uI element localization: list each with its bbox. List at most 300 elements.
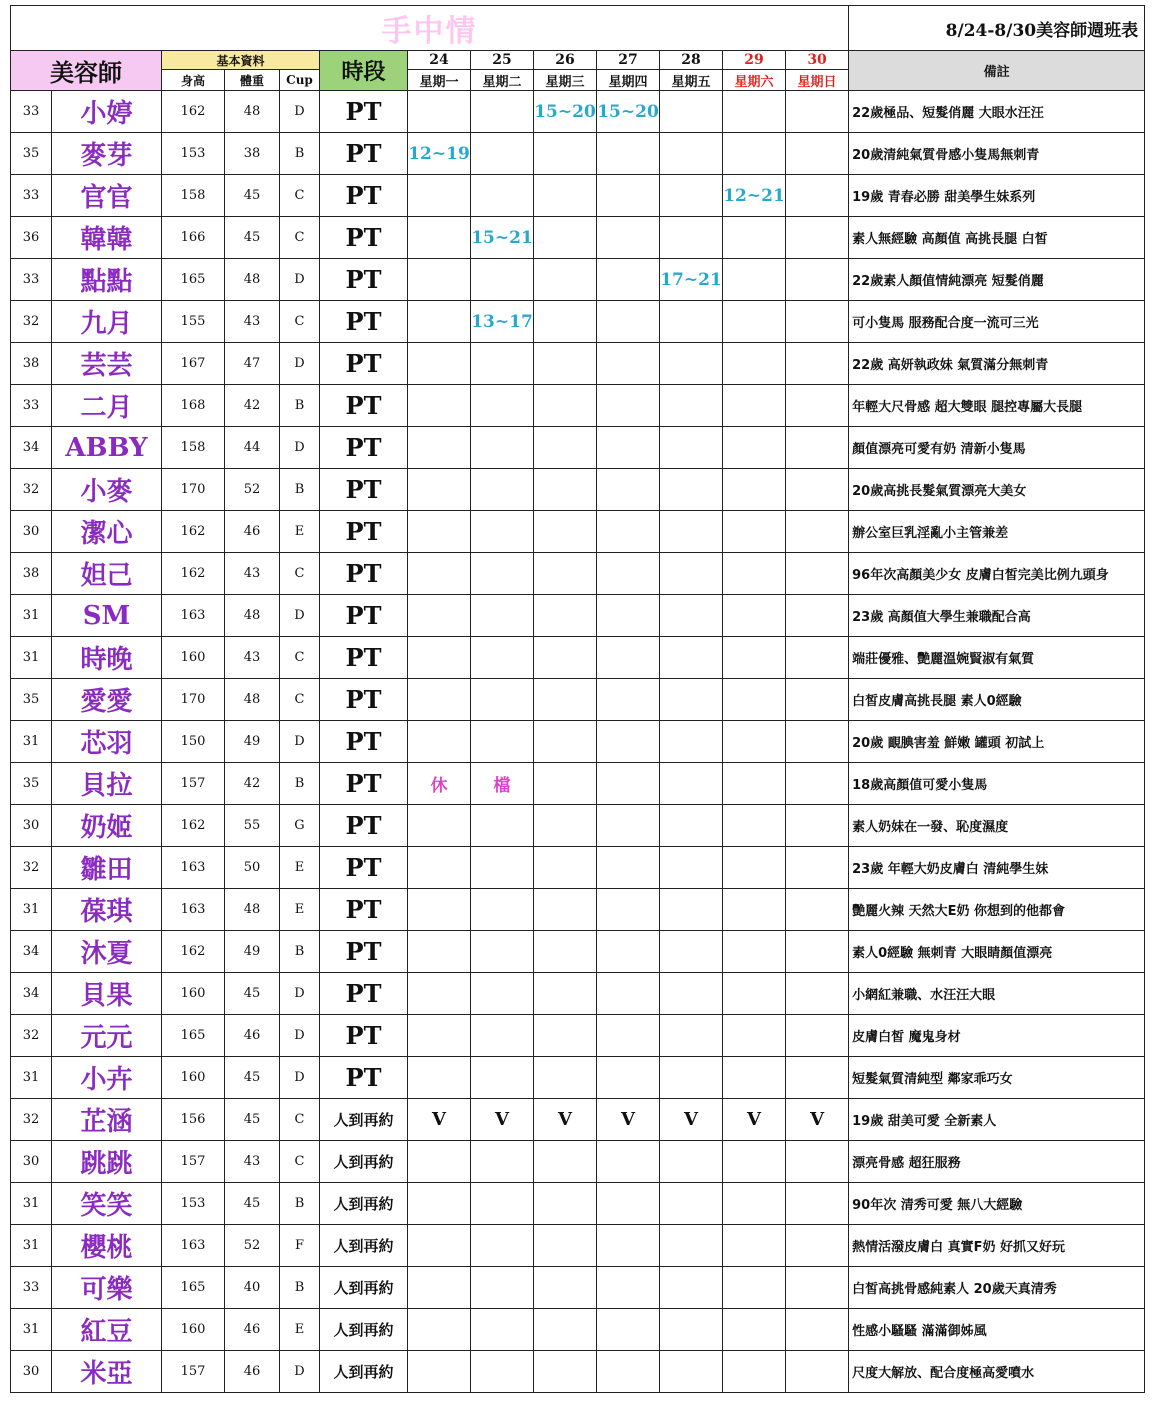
cup-cell: C	[280, 637, 320, 679]
age-cell: 32	[11, 1015, 52, 1057]
schedule-cell	[471, 679, 534, 721]
beautician-name: 官官	[52, 175, 162, 217]
schedule-cell	[597, 721, 660, 763]
schedule-cell	[597, 847, 660, 889]
period-cell: PT	[320, 1015, 408, 1057]
schedule-cell	[597, 1225, 660, 1267]
schedule-cell	[723, 1267, 786, 1309]
schedule-cell: 12~21	[723, 175, 786, 217]
schedule-cell	[660, 931, 723, 973]
age-cell: 33	[11, 1267, 52, 1309]
beautician-name: 小麥	[52, 469, 162, 511]
table-row	[11, 1141, 1145, 1183]
schedule-cell	[408, 1309, 471, 1351]
period-cell: 人到再約	[320, 1099, 408, 1141]
schedule-cell	[597, 469, 660, 511]
schedule-cell	[660, 721, 723, 763]
table-row	[11, 91, 1145, 133]
table-row	[11, 847, 1145, 889]
schedule-cell	[408, 1057, 471, 1099]
age-cell: 33	[11, 385, 52, 427]
age-cell: 38	[11, 553, 52, 595]
schedule-cell	[786, 1057, 849, 1099]
height-cell: 162	[162, 511, 225, 553]
cup-cell: D	[280, 259, 320, 301]
schedule-cell	[408, 343, 471, 385]
schedule-cell	[534, 1267, 597, 1309]
note-cell: 素人0經驗 無刺青 大眼睛顏值漂亮	[849, 931, 1145, 973]
table-row	[11, 805, 1145, 847]
age-cell: 31	[11, 595, 52, 637]
schedule-cell	[786, 973, 849, 1015]
beautician-name: 九月	[52, 301, 162, 343]
period-cell: PT	[320, 931, 408, 973]
weight-cell: 46	[225, 1351, 280, 1393]
schedule-cell	[786, 889, 849, 931]
beautician-name: SM	[52, 595, 162, 637]
schedule-cell: 15~20	[534, 91, 597, 133]
age-cell: 35	[11, 133, 52, 175]
schedule-cell	[597, 595, 660, 637]
schedule-cell	[597, 1015, 660, 1057]
note-cell: 18歲高顏值可愛小隻馬	[849, 763, 1145, 805]
weight-cell: 48	[225, 595, 280, 637]
schedule-cell	[534, 595, 597, 637]
schedule-cell	[534, 1183, 597, 1225]
schedule-cell	[597, 1141, 660, 1183]
schedule-cell	[660, 595, 723, 637]
note-cell: 艷麗火辣 天然大E奶 你想到的他都會	[849, 889, 1145, 931]
schedule-cell	[786, 469, 849, 511]
schedule-cell	[534, 1225, 597, 1267]
schedule-cell	[786, 637, 849, 679]
age-cell: 32	[11, 469, 52, 511]
beautician-name: 愛愛	[52, 679, 162, 721]
schedule-cell	[723, 553, 786, 595]
schedule-cell	[471, 1309, 534, 1351]
weight-cell: 45	[225, 217, 280, 259]
beautician-name: 二月	[52, 385, 162, 427]
schedule-cell	[471, 1057, 534, 1099]
cup-cell: B	[280, 469, 320, 511]
schedule-cell	[471, 427, 534, 469]
age-cell: 33	[11, 175, 52, 217]
schedule-cell	[786, 931, 849, 973]
schedule-cell	[534, 511, 597, 553]
weight-cell: 48	[225, 91, 280, 133]
schedule-cell: V	[471, 1099, 534, 1141]
schedule-cell	[471, 259, 534, 301]
schedule-cell	[471, 133, 534, 175]
schedule-cell	[660, 637, 723, 679]
schedule-cell	[408, 805, 471, 847]
cup-cell: D	[280, 427, 320, 469]
note-cell: 20歲 靦腆害羞 鮮嫩 罐頭 初試上	[849, 721, 1145, 763]
weight-cell: 43	[225, 301, 280, 343]
schedule-cell	[534, 133, 597, 175]
schedule-cell	[660, 469, 723, 511]
schedule-cell	[786, 343, 849, 385]
schedule-cell: V	[723, 1099, 786, 1141]
cup-cell: C	[280, 1099, 320, 1141]
weight-cell: 43	[225, 1141, 280, 1183]
age-cell: 31	[11, 721, 52, 763]
height-cell: 165	[162, 1015, 225, 1057]
schedule-cell	[597, 553, 660, 595]
note-cell: 白皙皮膚高挑長腿 素人0經驗	[849, 679, 1145, 721]
schedule-cell	[723, 217, 786, 259]
header-day-number: 26	[534, 51, 597, 70]
schedule-cell	[471, 973, 534, 1015]
schedule-cell	[408, 637, 471, 679]
schedule-cell	[534, 679, 597, 721]
schedule-cell	[597, 1309, 660, 1351]
beautician-name: 潔心	[52, 511, 162, 553]
schedule-cell: V	[597, 1099, 660, 1141]
schedule-cell: V	[660, 1099, 723, 1141]
note-cell: 辦公室巨乳淫亂小主管兼差	[849, 511, 1145, 553]
beautician-name: 小婷	[52, 91, 162, 133]
header-weight: 體重	[225, 70, 280, 91]
table-row	[11, 1015, 1145, 1057]
schedule-table	[10, 5, 1145, 1393]
schedule-cell	[408, 427, 471, 469]
schedule-cell	[408, 1267, 471, 1309]
schedule-cell	[723, 511, 786, 553]
beautician-name: 葆琪	[52, 889, 162, 931]
age-cell: 38	[11, 343, 52, 385]
height-cell: 160	[162, 637, 225, 679]
weight-cell: 45	[225, 1099, 280, 1141]
note-cell: 性感小騷騷 滿滿御姊風	[849, 1309, 1145, 1351]
height-cell: 163	[162, 1225, 225, 1267]
schedule-cell	[660, 847, 723, 889]
schedule-cell	[471, 385, 534, 427]
schedule-cell	[534, 763, 597, 805]
age-cell: 32	[11, 301, 52, 343]
note-cell: 19歲 甜美可愛 全新素人	[849, 1099, 1145, 1141]
note-cell: 22歲素人顏值情純漂亮 短髮俏麗	[849, 259, 1145, 301]
cup-cell: D	[280, 973, 320, 1015]
period-cell: PT	[320, 511, 408, 553]
beautician-name: 芸芸	[52, 343, 162, 385]
schedule-cell	[786, 1183, 849, 1225]
schedule-sheet	[10, 5, 1144, 1393]
height-cell: 165	[162, 1267, 225, 1309]
period-cell: PT	[320, 805, 408, 847]
header-day-number: 25	[471, 51, 534, 70]
age-cell: 34	[11, 931, 52, 973]
beautician-name: 貝拉	[52, 763, 162, 805]
age-cell: 31	[11, 637, 52, 679]
weight-cell: 46	[225, 1309, 280, 1351]
schedule-cell	[660, 1015, 723, 1057]
cup-cell: B	[280, 1267, 320, 1309]
schedule-cell	[408, 511, 471, 553]
schedule-cell	[723, 427, 786, 469]
weight-cell: 44	[225, 427, 280, 469]
schedule-cell	[408, 1225, 471, 1267]
schedule-cell	[597, 259, 660, 301]
schedule-cell	[471, 1183, 534, 1225]
schedule-cell	[597, 1057, 660, 1099]
period-cell: PT	[320, 595, 408, 637]
weight-cell: 45	[225, 1057, 280, 1099]
beautician-name: 奶姬	[52, 805, 162, 847]
height-cell: 160	[162, 1309, 225, 1351]
table-row	[11, 973, 1145, 1015]
schedule-cell	[597, 301, 660, 343]
height-cell: 157	[162, 1141, 225, 1183]
header-basic-info: 基本資料	[162, 51, 320, 70]
schedule-cell: 12~19	[408, 133, 471, 175]
schedule-cell	[723, 595, 786, 637]
table-row	[11, 1057, 1145, 1099]
age-cell: 31	[11, 1309, 52, 1351]
age-cell: 30	[11, 1351, 52, 1393]
schedule-cell	[471, 469, 534, 511]
schedule-cell	[471, 553, 534, 595]
schedule-cell	[786, 511, 849, 553]
schedule-cell: 15~20	[597, 91, 660, 133]
height-cell: 163	[162, 889, 225, 931]
schedule-cell	[534, 301, 597, 343]
schedule-cell	[660, 1141, 723, 1183]
schedule-cell	[534, 469, 597, 511]
schedule-cell	[786, 1225, 849, 1267]
schedule-cell	[597, 1267, 660, 1309]
schedule-cell	[786, 763, 849, 805]
beautician-name: 芯羽	[52, 721, 162, 763]
period-cell: PT	[320, 469, 408, 511]
age-cell: 33	[11, 91, 52, 133]
weight-cell: 52	[225, 469, 280, 511]
period-cell: PT	[320, 763, 408, 805]
table-row	[11, 553, 1145, 595]
cup-cell: B	[280, 133, 320, 175]
cup-cell: B	[280, 1183, 320, 1225]
table-row	[11, 1267, 1145, 1309]
cup-cell: F	[280, 1225, 320, 1267]
note-cell: 年輕大尺骨感 超大雙眼 腿控專屬大長腿	[849, 385, 1145, 427]
cup-cell: D	[280, 1015, 320, 1057]
period-cell: PT	[320, 301, 408, 343]
schedule-cell	[534, 259, 597, 301]
schedule-cell	[471, 805, 534, 847]
age-cell: 34	[11, 973, 52, 1015]
height-cell: 155	[162, 301, 225, 343]
schedule-cell	[660, 301, 723, 343]
cup-cell: E	[280, 1309, 320, 1351]
beautician-name: 櫻桃	[52, 1225, 162, 1267]
beautician-name: 紅豆	[52, 1309, 162, 1351]
weight-cell: 55	[225, 805, 280, 847]
schedule-cell	[534, 805, 597, 847]
age-cell: 35	[11, 679, 52, 721]
height-cell: 156	[162, 1099, 225, 1141]
header-day-name: 星期二	[471, 70, 534, 91]
note-cell: 23歲 年輕大奶皮膚白 清純學生妹	[849, 847, 1145, 889]
schedule-cell	[408, 595, 471, 637]
period-cell: PT	[320, 343, 408, 385]
note-cell: 20歲清純氣質骨感小隻馬無刺青	[849, 133, 1145, 175]
height-cell: 162	[162, 91, 225, 133]
schedule-cell	[471, 1267, 534, 1309]
age-cell: 36	[11, 217, 52, 259]
beautician-name: 貝果	[52, 973, 162, 1015]
schedule-cell	[408, 91, 471, 133]
beautician-name: 元元	[52, 1015, 162, 1057]
schedule-cell	[471, 1015, 534, 1057]
schedule-rows	[11, 91, 1145, 1393]
schedule-cell	[534, 1015, 597, 1057]
schedule-cell	[786, 595, 849, 637]
schedule-cell	[660, 1351, 723, 1393]
schedule-cell	[597, 175, 660, 217]
schedule-cell	[597, 889, 660, 931]
height-cell: 162	[162, 553, 225, 595]
beautician-name: 跳跳	[52, 1141, 162, 1183]
table-row	[11, 1351, 1145, 1393]
header-day-number: 27	[597, 51, 660, 70]
schedule-cell	[597, 1183, 660, 1225]
schedule-cell	[723, 1351, 786, 1393]
schedule-cell	[534, 847, 597, 889]
cup-cell: B	[280, 763, 320, 805]
height-cell: 163	[162, 847, 225, 889]
schedule-cell	[660, 1267, 723, 1309]
header-cup: Cup	[280, 70, 320, 91]
age-cell: 30	[11, 1141, 52, 1183]
height-cell: 162	[162, 805, 225, 847]
weight-cell: 38	[225, 133, 280, 175]
schedule-cell	[597, 343, 660, 385]
schedule-cell	[408, 469, 471, 511]
height-cell: 162	[162, 931, 225, 973]
height-cell: 160	[162, 1057, 225, 1099]
table-row	[11, 763, 1145, 805]
period-cell: PT	[320, 637, 408, 679]
schedule-cell	[723, 1057, 786, 1099]
schedule-cell	[660, 1183, 723, 1225]
schedule-cell	[471, 343, 534, 385]
schedule-cell	[660, 679, 723, 721]
schedule-cell	[723, 679, 786, 721]
weight-cell: 40	[225, 1267, 280, 1309]
beautician-name: 芷涵	[52, 1099, 162, 1141]
age-cell: 35	[11, 763, 52, 805]
period-cell: PT	[320, 973, 408, 1015]
table-row	[11, 1309, 1145, 1351]
schedule-cell: 15~21	[471, 217, 534, 259]
schedule-cell	[408, 553, 471, 595]
table-row	[11, 637, 1145, 679]
note-cell: 96年次高顏美少女 皮膚白皙完美比例九頭身	[849, 553, 1145, 595]
age-cell: 31	[11, 1225, 52, 1267]
weight-cell: 46	[225, 1015, 280, 1057]
period-cell: PT	[320, 175, 408, 217]
note-cell: 23歲 高顏值大學生兼職配合高	[849, 595, 1145, 637]
beautician-name: ABBY	[52, 427, 162, 469]
period-cell: 人到再約	[320, 1267, 408, 1309]
cup-cell: D	[280, 343, 320, 385]
weight-cell: 49	[225, 721, 280, 763]
period-cell: PT	[320, 217, 408, 259]
cup-cell: C	[280, 175, 320, 217]
schedule-cell	[723, 973, 786, 1015]
schedule-cell	[534, 1057, 597, 1099]
schedule-cell	[408, 931, 471, 973]
table-row	[11, 679, 1145, 721]
cup-cell: B	[280, 931, 320, 973]
schedule-cell	[660, 385, 723, 427]
weight-cell: 45	[225, 973, 280, 1015]
header-day-number: 28	[660, 51, 723, 70]
note-cell: 小網紅兼職、水汪汪大眼	[849, 973, 1145, 1015]
schedule-cell	[471, 889, 534, 931]
schedule-cell	[408, 679, 471, 721]
table-row	[11, 469, 1145, 511]
height-cell: 160	[162, 973, 225, 1015]
note-cell: 熱情活潑皮膚白 真實F奶 好抓又好玩	[849, 1225, 1145, 1267]
note-cell: 可小隻馬 服務配合度一流可三光	[849, 301, 1145, 343]
schedule-cell: 13~17	[471, 301, 534, 343]
cup-cell: C	[280, 553, 320, 595]
note-cell: 尺度大解放、配合度極高愛噴水	[849, 1351, 1145, 1393]
weight-cell: 43	[225, 553, 280, 595]
schedule-cell	[597, 133, 660, 175]
period-cell: PT	[320, 133, 408, 175]
schedule-cell	[597, 763, 660, 805]
note-cell: 22歲 高妍執政妹 氣質滿分無刺青	[849, 343, 1145, 385]
schedule-cell	[408, 973, 471, 1015]
weight-cell: 52	[225, 1225, 280, 1267]
cup-cell: E	[280, 511, 320, 553]
schedule-cell	[723, 721, 786, 763]
schedule-cell: 休	[408, 763, 471, 805]
cup-cell: E	[280, 847, 320, 889]
header-day-name: 星期一	[408, 70, 471, 91]
weight-cell: 42	[225, 385, 280, 427]
note-cell: 端莊優雅、艷麗溫婉賢淑有氣質	[849, 637, 1145, 679]
schedule-cell	[660, 511, 723, 553]
cup-cell: B	[280, 385, 320, 427]
header-day-name: 星期六	[723, 70, 786, 91]
note-cell: 22歲極品、短髮俏麗 大眼水汪汪	[849, 91, 1145, 133]
note-cell: 白皙高挑骨感純素人 20歲天真清秀	[849, 1267, 1145, 1309]
period-cell: 人到再約	[320, 1183, 408, 1225]
schedule-cell	[408, 847, 471, 889]
schedule-cell	[723, 637, 786, 679]
height-cell: 153	[162, 133, 225, 175]
schedule-cell	[534, 1309, 597, 1351]
cup-cell: C	[280, 1141, 320, 1183]
table-row	[11, 1099, 1145, 1141]
schedule-cell	[786, 1267, 849, 1309]
schedule-cell: V	[408, 1099, 471, 1141]
beautician-name: 麥芽	[52, 133, 162, 175]
schedule-cell	[597, 931, 660, 973]
height-cell: 158	[162, 175, 225, 217]
schedule-cell	[534, 889, 597, 931]
height-cell: 158	[162, 427, 225, 469]
schedule-cell	[786, 1141, 849, 1183]
table-row	[11, 595, 1145, 637]
schedule-cell: 檔	[471, 763, 534, 805]
note-cell: 素人無經驗 高顏值 高挑長腿 白皙	[849, 217, 1145, 259]
schedule-cell	[786, 427, 849, 469]
schedule-cell	[723, 931, 786, 973]
